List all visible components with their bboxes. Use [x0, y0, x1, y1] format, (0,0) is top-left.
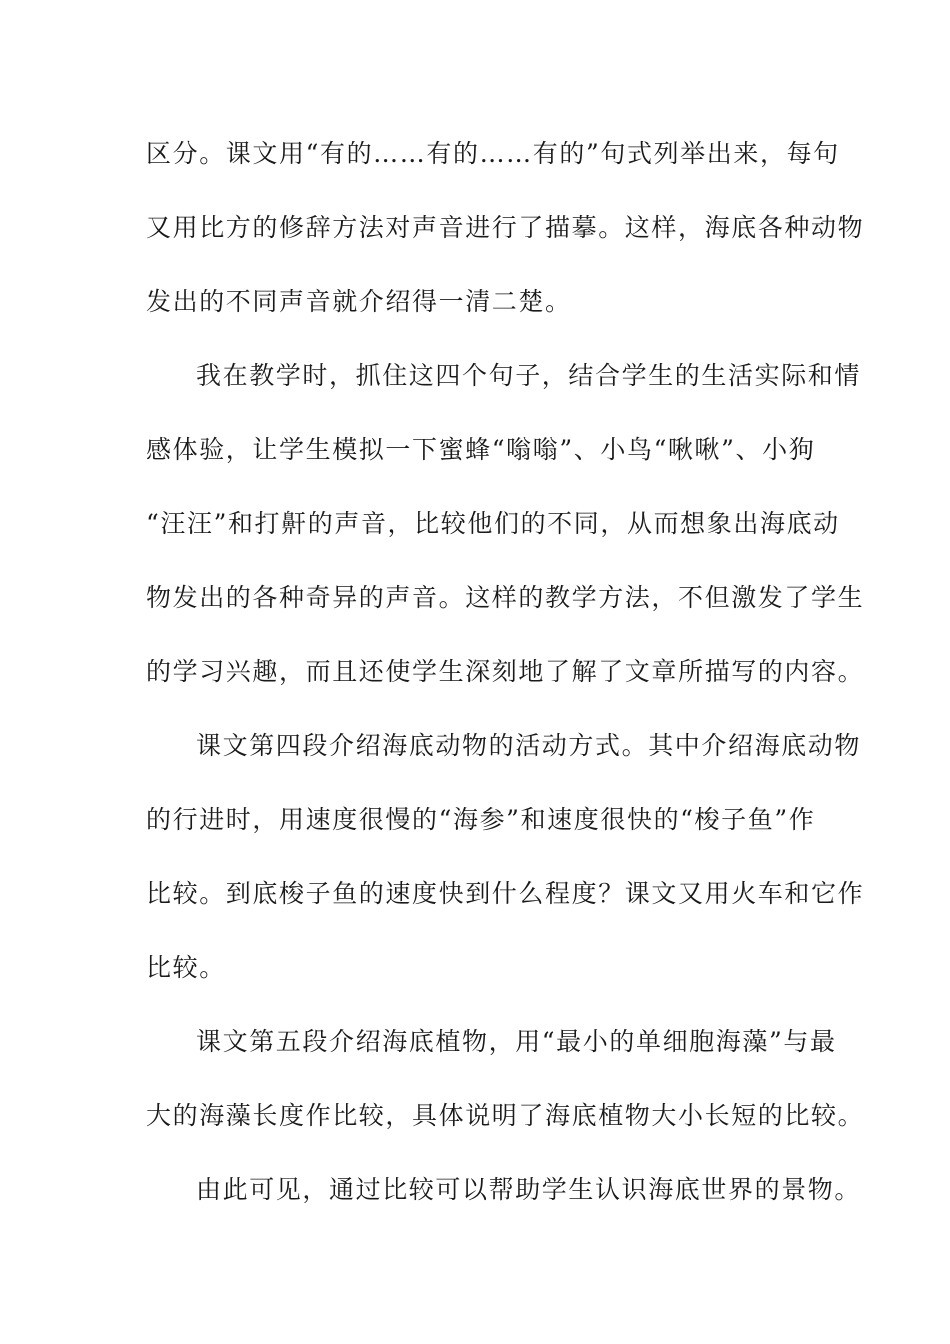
text-line: 大的海藻长度作比较，具体说明了海底植物大小长短的比较。 — [146, 1101, 865, 1130]
text-line: “汪汪”和打鼾的声音，比较他们的不同，从而想象出海底动 — [146, 509, 840, 538]
text-line: 发出的不同声音就介绍得一清二楚。 — [146, 287, 572, 316]
paragraph-first-line: 由此可见，通过比较可以帮助学生认识海底世界的景物。 — [196, 1175, 862, 1204]
text-line: 又用比方的修辞方法对声音进行了描摹。这样，海底各种动物 — [146, 213, 865, 242]
text-line: 物发出的各种奇异的声音。这样的教学方法，不但激发了学生 — [146, 583, 865, 612]
text-line: 的学习兴趣，而且还使学生深刻地了解了文章所描写的内容。 — [146, 657, 865, 686]
text-line: 感体验，让学生模拟一下蜜蜂“嗡嗡”、小鸟“啾啾”、小狗 — [146, 435, 816, 464]
text-line: 区分。课文用“有的……有的……有的”句式列举出来，每句 — [146, 139, 840, 168]
paragraph-first-line: 课文第四段介绍海底动物的活动方式。其中介绍海底动物 — [196, 731, 862, 760]
text-line: 比较。 — [146, 953, 226, 982]
text-line: 的行进时，用速度很慢的“海参”和速度很快的“梭子鱼”作 — [146, 805, 816, 834]
text-line: 比较。到底梭子鱼的速度快到什么程度？课文又用火车和它作 — [146, 879, 865, 908]
paragraph-first-line: 课文第五段介绍海底植物，用“最小的单细胞海藻”与最 — [196, 1027, 837, 1056]
paragraph-first-line: 我在教学时，抓住这四个句子，结合学生的生活实际和情 — [196, 361, 862, 390]
